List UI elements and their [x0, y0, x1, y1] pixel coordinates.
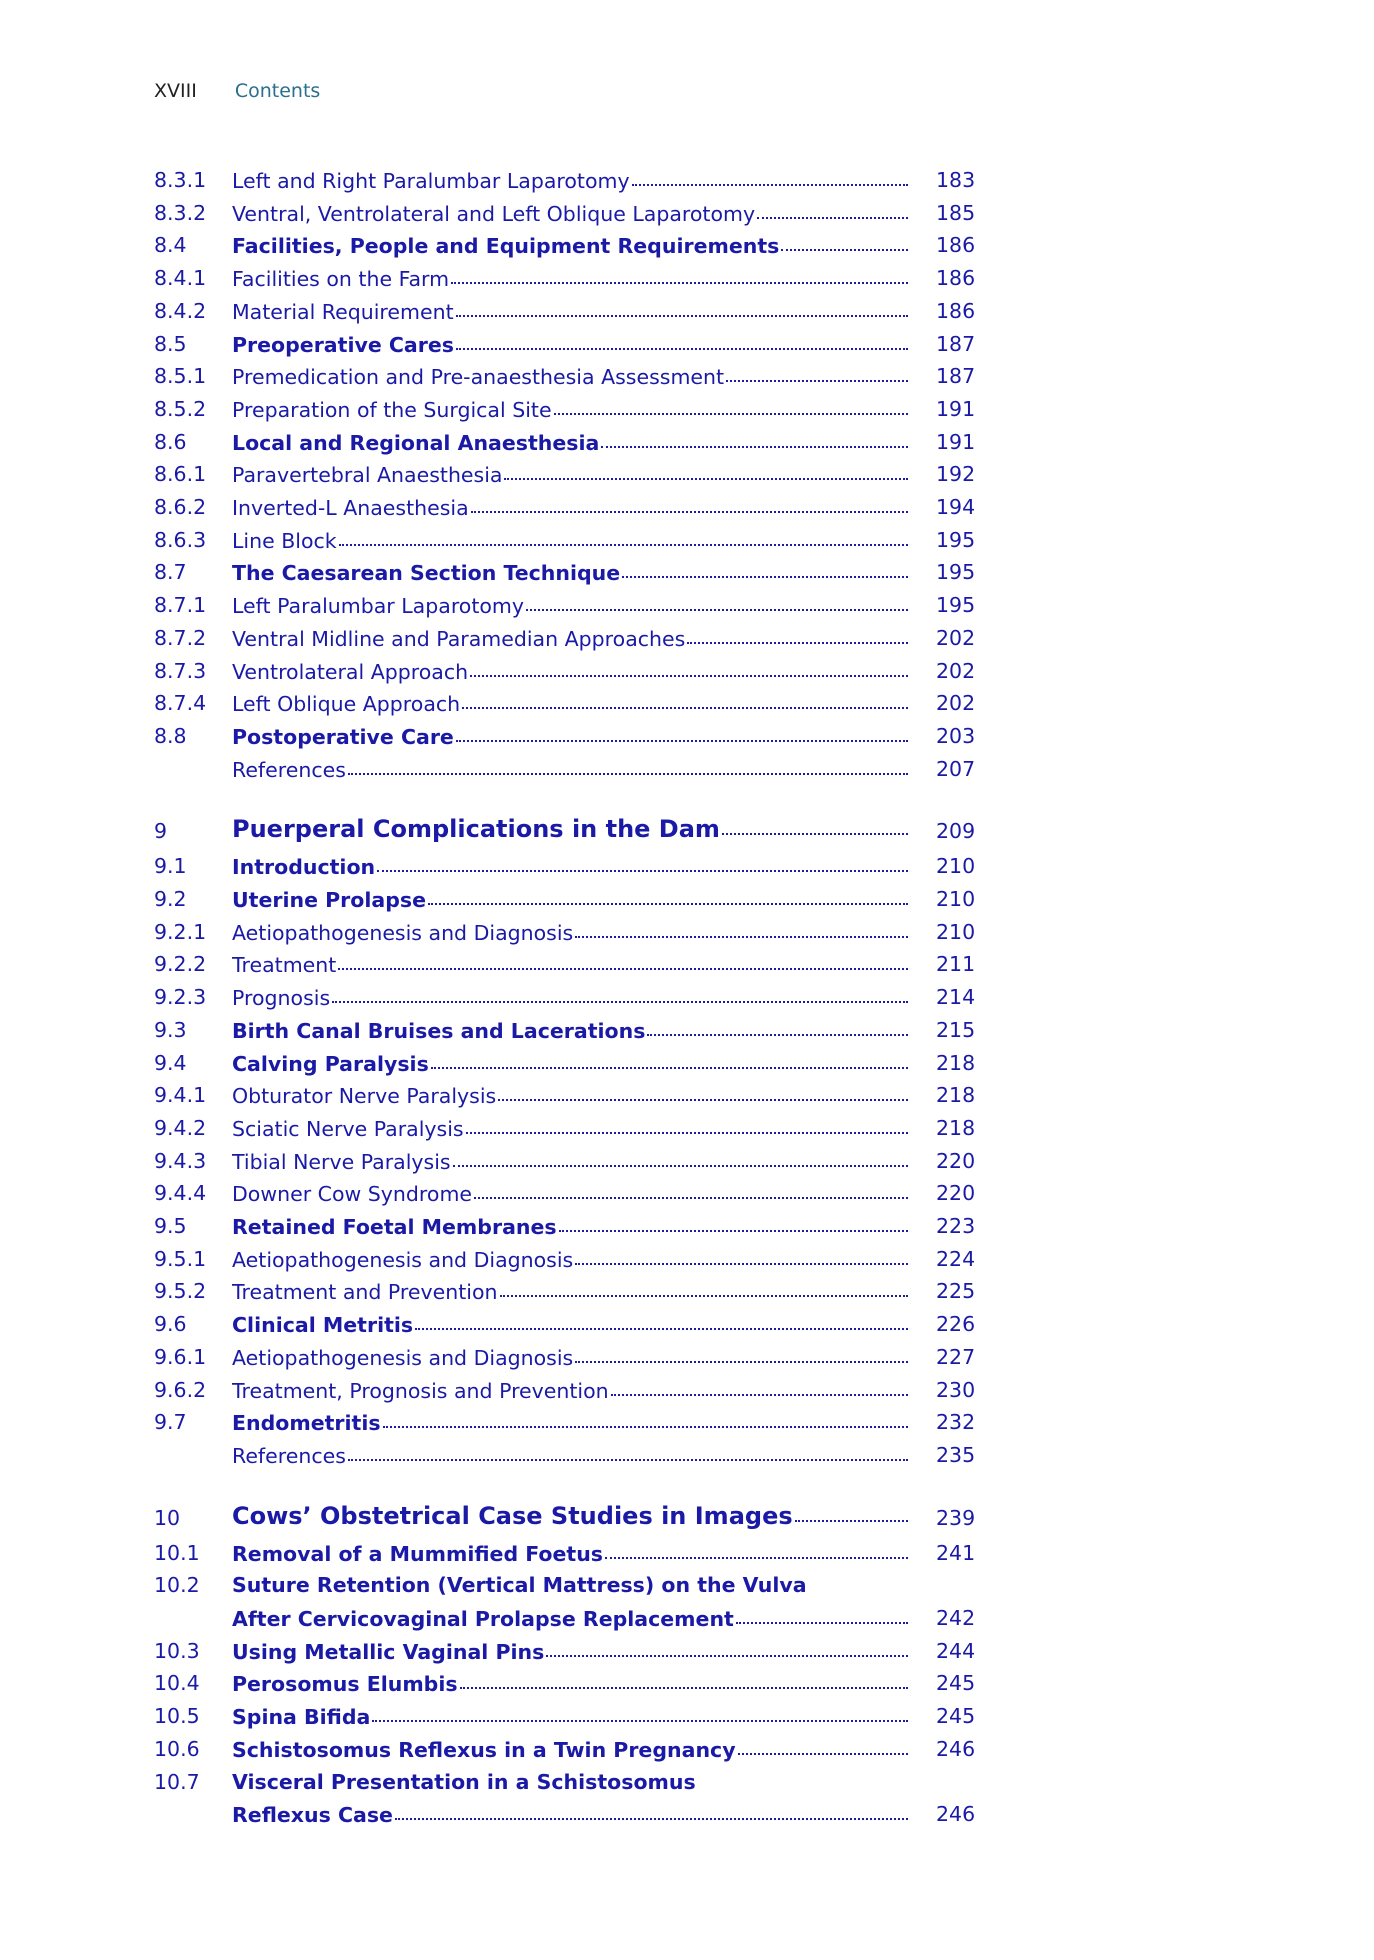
toc-entry-title: Treatment, Prognosis and Prevention [232, 1378, 609, 1403]
toc-entry-page: 220 [936, 1148, 976, 1173]
toc-entry-title-wrap [232, 1606, 908, 1631]
toc-entry[interactable] [0, 1247, 1374, 1279]
toc-entry-title-wrap [232, 1247, 908, 1272]
toc-entry-title: Premedication and Pre-anaesthesia Assessment [232, 365, 725, 390]
toc-entry-number: 8.3.2 [154, 200, 207, 225]
toc-entry[interactable] [0, 168, 1374, 200]
dot-leader [605, 1541, 908, 1559]
toc-entry-title: Aetiopathogenesis and Diagnosis [232, 920, 574, 945]
toc-entry-title-wrap [232, 1345, 908, 1370]
toc-entry-title: Local and Regional Anaesthesia [232, 430, 600, 455]
page-header [154, 80, 320, 102]
toc-entry-number: 8.4 [154, 233, 187, 258]
page-header-title: Contents [234, 80, 321, 102]
dot-leader [498, 1083, 908, 1101]
toc-entry-title: After Cervicovaginal Prolapse Replacement [232, 1607, 734, 1631]
toc-entry[interactable] [0, 430, 1374, 462]
toc-entry-page: 202 [936, 625, 976, 650]
toc-entry-title-wrap [232, 593, 908, 618]
toc-entry-title-wrap [232, 1279, 908, 1304]
dot-leader [722, 815, 908, 835]
toc-entry[interactable] [0, 266, 1374, 298]
toc-entry-page: 195 [936, 560, 976, 585]
toc-entry-page: 225 [936, 1279, 976, 1304]
dot-leader [466, 1116, 908, 1134]
toc-entry-number: 9.2.2 [154, 952, 207, 977]
dot-leader [474, 1181, 908, 1199]
dot-leader [504, 462, 908, 480]
toc-entry[interactable] [0, 1083, 1374, 1115]
toc-entry-title: Treatment and Prevention [232, 1280, 498, 1305]
toc-entry-title-wrap [232, 1802, 908, 1827]
toc-entry-page: 207 [936, 756, 976, 781]
toc-entry-title: Downer Cow Syndrome [232, 1182, 473, 1207]
dot-leader [451, 266, 908, 284]
dot-leader [500, 1279, 908, 1297]
toc-entry-title-wrap [232, 887, 908, 912]
toc-entry-title-wrap [232, 1573, 908, 1597]
toc-entry[interactable] [0, 1018, 1374, 1050]
toc-entry-page: 218 [936, 1115, 976, 1140]
toc-entry-page: 183 [936, 168, 976, 192]
toc-entry-title-wrap [232, 168, 908, 193]
page-number: XVIII [154, 80, 197, 102]
toc-entry-number: 8.6 [154, 429, 187, 454]
toc-entry-number: 9.6.1 [154, 1344, 207, 1369]
dot-leader [470, 659, 908, 677]
toc-entry-title: Inverted-L Anaesthesia [232, 496, 469, 520]
toc-entry-page: 226 [936, 1312, 976, 1337]
toc-entry-page: 194 [936, 495, 976, 519]
toc-entry-number: 8.5.1 [154, 364, 207, 389]
toc-chapter[interactable] [0, 815, 1374, 847]
toc-entry[interactable] [0, 1279, 1374, 1311]
toc-entry-title-wrap [232, 1051, 908, 1076]
toc-entry-page: 187 [936, 331, 976, 356]
toc-entry-page: 232 [936, 1410, 976, 1435]
toc-entry-title-wrap [232, 1541, 908, 1566]
toc-entry-number: 9.1 [154, 854, 187, 879]
toc-entry[interactable] [0, 1704, 1374, 1736]
toc-entry-page: 187 [936, 364, 976, 389]
toc-entry-title: Puerperal Complications in the Dam [232, 815, 720, 844]
toc-entry-title: The Caesarean Section Technique [232, 561, 621, 586]
toc-entry-title-wrap [232, 952, 908, 977]
dot-leader [687, 626, 908, 644]
toc-entry-number: 9.4.2 [154, 1115, 207, 1140]
toc-entry[interactable] [0, 626, 1374, 658]
dot-leader [377, 854, 908, 872]
toc-entry-number: 9.5 [154, 1214, 187, 1238]
dot-leader [526, 593, 908, 611]
toc-entry[interactable] [0, 854, 1374, 886]
dot-leader [795, 1502, 908, 1522]
toc-entry-title: Retained Foetal Membranes [232, 1215, 557, 1239]
toc-entry-title-wrap [232, 1214, 908, 1239]
dot-leader [372, 1704, 908, 1722]
dot-leader [348, 1443, 908, 1461]
toc-entry-title: Left Oblique Approach [232, 692, 461, 717]
toc-entry-title: Reflexus Case [232, 1803, 393, 1828]
toc-entry-title: Introduction [232, 855, 376, 880]
toc-entry-title: Aetiopathogenesis and Diagnosis [232, 1247, 574, 1272]
toc-entry[interactable] [0, 1312, 1374, 1344]
toc-entry-title: References [232, 757, 346, 782]
toc-entry-page: 245 [936, 1704, 976, 1729]
toc-entry[interactable] [0, 462, 1374, 494]
toc-entry-page: 209 [936, 819, 976, 844]
toc-entry-title-wrap [232, 854, 908, 879]
toc-entry-title-wrap [232, 1770, 908, 1794]
dot-leader [554, 397, 908, 415]
toc-chapter[interactable] [0, 1502, 1374, 1534]
toc-entry-number: 10.3 [154, 1638, 200, 1663]
toc-entry-title-wrap [232, 397, 908, 422]
toc-entry-page: 211 [936, 952, 976, 977]
toc-entry-page: 191 [936, 429, 976, 454]
toc-entry[interactable] [0, 691, 1374, 723]
toc-entry-page: 202 [936, 691, 976, 716]
toc-entry-title-wrap [232, 1181, 908, 1206]
toc-entry-title-wrap [232, 1149, 908, 1174]
toc-entry-title: Ventral, Ventrolateral and Left Oblique Laparotomy [232, 201, 756, 226]
toc-entry[interactable] [0, 1345, 1374, 1377]
toc-entry-title: Suture Retention (Vertical Mattress) on the Vulva [232, 1573, 807, 1598]
toc-entry-page: 242 [936, 1606, 976, 1630]
toc-entry-title: Using Metallic Vaginal Pins [232, 1639, 545, 1664]
toc-entry-number: 8.3.1 [154, 168, 207, 192]
toc-entry[interactable] [0, 1770, 1374, 1802]
dot-leader [726, 364, 908, 382]
toc-entry-title-wrap [232, 626, 908, 651]
toc-entry-page: 227 [936, 1344, 976, 1369]
toc-entry-number: 8.5 [154, 331, 187, 356]
toc-entry-title: Endometritis [232, 1411, 381, 1436]
toc-entry-title: Ventral Midline and Paramedian Approaches [232, 626, 686, 651]
toc-entry-title: Postoperative Care [232, 724, 454, 749]
toc-entry[interactable] [0, 952, 1374, 984]
dot-leader [781, 233, 908, 251]
toc-entry-number: 9.5.2 [154, 1279, 207, 1304]
toc-entry[interactable] [0, 1410, 1374, 1442]
toc-entry-number: 9.7 [154, 1410, 187, 1435]
toc-entry-title: Material Requirement [232, 299, 454, 324]
toc-entry-title-wrap [232, 364, 908, 389]
toc-entry-title-wrap [232, 1737, 908, 1762]
toc-entry-title: Obturator Nerve Paralysis [232, 1084, 497, 1109]
toc-entry-page: 214 [936, 985, 976, 1010]
toc-entry-title: Spina Bifida [232, 1705, 371, 1730]
dot-leader [456, 299, 908, 317]
toc-entry-number: 9.4.3 [154, 1148, 207, 1173]
toc-entry-number: 9.2.1 [154, 919, 207, 944]
dot-leader [339, 528, 908, 546]
toc-entry-title: Removal of a Mummified Foetus [232, 1541, 604, 1566]
toc-entry[interactable] [0, 985, 1374, 1017]
toc-entry-number: 8.4.2 [154, 298, 207, 323]
toc-entry-title-wrap [232, 985, 908, 1010]
toc-entry-title: Tibial Nerve Paralysis [232, 1149, 451, 1174]
toc-entry-title: Visceral Presentation in a Schistosomus [232, 1769, 696, 1794]
dot-leader [460, 1671, 908, 1689]
toc-entry-page: 186 [936, 233, 976, 258]
dot-leader [575, 1345, 908, 1363]
toc-entry[interactable] [0, 1606, 1374, 1638]
toc-entry-title-wrap [232, 560, 908, 585]
toc-entry-title-wrap [232, 724, 908, 749]
toc-entry-title-wrap [232, 332, 908, 357]
toc-entry[interactable] [0, 887, 1374, 919]
toc-entry-page: 244 [936, 1638, 976, 1663]
toc-entry-page: 246 [936, 1736, 976, 1761]
toc-entry-number: 8.4.1 [154, 266, 207, 291]
toc-entry-title: Preoperative Cares [232, 332, 454, 357]
toc-entry-title-wrap [232, 920, 908, 945]
toc-entry-title: References [232, 1443, 346, 1468]
toc-entry-page: 239 [936, 1505, 976, 1530]
toc-entry-title: Line Block [232, 528, 337, 553]
toc-entry-title-wrap [232, 1443, 908, 1468]
toc-entry-title: Clinical Metritis [232, 1313, 414, 1338]
toc-entry[interactable] [0, 364, 1374, 396]
toc-entry-page: 192 [936, 462, 976, 487]
toc-entry-title-wrap [232, 1410, 908, 1435]
toc-entry-title-wrap [232, 757, 908, 782]
toc-entry-page: 210 [936, 887, 976, 911]
toc-entry-page: 195 [936, 527, 976, 552]
toc-entry-title: Paravertebral Anaesthesia [232, 463, 503, 488]
toc-entry-page: 210 [936, 854, 976, 879]
toc-entry[interactable] [0, 1443, 1374, 1475]
toc-entry-page: 186 [936, 298, 976, 323]
toc-entry-number: 8.6.2 [154, 495, 207, 519]
toc-entry-number: 10.4 [154, 1671, 200, 1696]
toc-entry-number: 10.1 [154, 1540, 200, 1565]
toc-entry-title: Left Paralumbar Laparotomy [232, 594, 525, 619]
toc-entry[interactable] [0, 593, 1374, 625]
toc-entry-page: 235 [936, 1442, 976, 1467]
toc-entry-number: 9.4.1 [154, 1083, 207, 1108]
toc-entry-page: 185 [936, 200, 976, 225]
toc-entry-page: 220 [936, 1181, 976, 1206]
toc-entry-title-wrap [232, 1312, 908, 1337]
toc-entry[interactable] [0, 1116, 1374, 1148]
toc-entry[interactable] [0, 560, 1374, 592]
dot-leader [611, 1378, 908, 1396]
toc-entry-page: 224 [936, 1246, 976, 1271]
toc-entry[interactable] [0, 299, 1374, 331]
dot-leader [453, 1149, 908, 1167]
toc-entry-number: 8.5.2 [154, 396, 207, 421]
toc-entry-title-wrap [232, 528, 908, 553]
toc-entry-number: 8.7 [154, 560, 187, 585]
toc-entry-page: 215 [936, 1017, 976, 1042]
dot-leader [632, 168, 908, 186]
dot-leader [332, 985, 908, 1003]
toc-entry-title-wrap [232, 659, 908, 684]
toc-entry-number: 9.3 [154, 1017, 187, 1042]
dot-leader [622, 560, 908, 578]
toc-entry-number: 8.7.4 [154, 691, 207, 716]
toc-entry-page: 186 [936, 266, 976, 291]
toc-entry-title: Cows’ Obstetrical Case Studies in Images [232, 1501, 793, 1530]
toc-entry-number: 9.4 [154, 1050, 187, 1075]
toc-entry-number: 9.4.4 [154, 1181, 207, 1206]
toc-entry-number: 10.6 [154, 1736, 200, 1761]
toc-entry[interactable] [0, 1214, 1374, 1246]
toc-entry-title: Facilities, People and Equipment Requirements [232, 234, 780, 259]
dot-leader [757, 201, 908, 219]
toc-entry[interactable] [0, 1639, 1374, 1671]
toc-entry-number: 10.7 [154, 1769, 200, 1794]
toc-entry-title: Perosomus Elumbis [232, 1672, 458, 1697]
dot-leader [348, 757, 908, 775]
toc-entry-title-wrap [232, 1116, 908, 1141]
toc-entry-number: 8.7.3 [154, 658, 207, 683]
toc-entry-title: Ventrolateral Approach [232, 659, 469, 684]
toc-entry-number: 10.2 [154, 1573, 200, 1598]
toc-entry-number: 9.6.2 [154, 1377, 207, 1402]
dot-leader [601, 430, 908, 448]
toc-entry-page: 203 [936, 723, 976, 748]
toc-entry[interactable] [0, 1541, 1374, 1573]
toc-entry-number: 9.5.1 [154, 1246, 207, 1271]
toc-entry-title: Treatment [232, 953, 337, 978]
dot-leader [736, 1606, 908, 1624]
toc-entry[interactable] [0, 1802, 1374, 1834]
toc-entry-title-wrap [232, 201, 908, 226]
toc-entry[interactable] [0, 757, 1374, 789]
toc-entry-title-wrap [232, 233, 908, 258]
toc-entry-title-wrap [232, 266, 908, 291]
toc-entry[interactable] [0, 1573, 1374, 1605]
dot-leader [575, 920, 908, 938]
toc-entry-page: 202 [936, 658, 976, 683]
dot-leader [383, 1410, 908, 1428]
dot-leader [471, 495, 908, 513]
toc-entry-page: 191 [936, 396, 976, 421]
toc-entry-page: 195 [936, 593, 976, 618]
dot-leader [456, 724, 908, 742]
toc-entry[interactable] [0, 233, 1374, 265]
toc-entry-page: 218 [936, 1083, 976, 1108]
toc-entry-title: Birth Canal Bruises and Lacerations [232, 1018, 646, 1043]
toc-entry-page: 230 [936, 1377, 976, 1402]
toc-entry-number: 9.2 [154, 887, 187, 911]
toc-entry-title: Aetiopathogenesis and Diagnosis [232, 1345, 574, 1370]
toc-entry[interactable] [0, 1671, 1374, 1703]
dot-leader [338, 952, 908, 970]
dot-leader [575, 1247, 908, 1265]
toc-entry-title-wrap [232, 691, 908, 716]
toc-entry-number: 8.8 [154, 723, 187, 748]
toc-entry-title: Uterine Prolapse [232, 888, 426, 912]
dot-leader [456, 332, 908, 350]
dot-leader [462, 691, 908, 709]
toc-entry-number: 9.6 [154, 1312, 187, 1337]
toc-entry-title-wrap [232, 462, 908, 487]
toc-entry-title-wrap [232, 1671, 908, 1696]
toc-entry[interactable] [0, 920, 1374, 952]
toc-entry-title: Left and Right Paralumbar Laparotomy [232, 169, 630, 193]
toc-entry-title-wrap [232, 1639, 908, 1664]
toc-entry[interactable] [0, 397, 1374, 429]
toc-entry-number: 8.7.2 [154, 625, 207, 650]
toc-entry[interactable] [0, 724, 1374, 756]
toc-entry[interactable] [0, 1181, 1374, 1213]
toc-entry-number: 9.2.3 [154, 985, 207, 1010]
dot-leader [428, 887, 908, 905]
toc-entry[interactable] [0, 1149, 1374, 1181]
dot-leader [395, 1802, 908, 1820]
toc-entry[interactable] [0, 1378, 1374, 1410]
toc-entry[interactable] [0, 659, 1374, 691]
toc-entry-title: Schistosomus Reflexus in a Twin Pregnancy [232, 1737, 736, 1762]
toc-entry[interactable] [0, 1051, 1374, 1083]
toc-entry-title-wrap [232, 815, 908, 843]
dot-leader [431, 1051, 908, 1069]
toc-entry-title-wrap [232, 299, 908, 324]
toc-entry-number: 8.6.3 [154, 527, 207, 552]
toc-entry-title-wrap [232, 495, 908, 520]
dot-leader [415, 1312, 908, 1330]
toc-entry-number: 8.7.1 [154, 593, 207, 618]
toc-entry[interactable] [0, 332, 1374, 364]
toc-entry-title: Facilities on the Farm [232, 267, 450, 292]
toc-entry-page: 223 [936, 1214, 976, 1238]
toc-entry-title: Calving Paralysis [232, 1051, 429, 1076]
toc-entry-title-wrap [232, 1018, 908, 1043]
toc-entry-title-wrap [232, 1378, 908, 1403]
toc-entry[interactable] [0, 495, 1374, 527]
toc-entry[interactable] [0, 528, 1374, 560]
toc-entry-title-wrap [232, 1502, 908, 1530]
dot-leader [559, 1214, 908, 1232]
toc-entry-page: 246 [936, 1802, 976, 1827]
toc-entry-number: 9 [154, 819, 168, 844]
toc-entry[interactable] [0, 201, 1374, 233]
toc-entry[interactable] [0, 1737, 1374, 1769]
toc-entry-page: 210 [936, 919, 976, 944]
toc-entry-number: 10.5 [154, 1704, 200, 1729]
toc-entry-title-wrap [232, 1704, 908, 1729]
dot-leader [546, 1639, 908, 1657]
toc-entry-title: Prognosis [232, 986, 331, 1011]
toc-entry-title: Sciatic Nerve Paralysis [232, 1116, 464, 1141]
toc-entry-page: 245 [936, 1671, 976, 1696]
toc-entry-number: 8.6.1 [154, 462, 207, 487]
dot-leader [738, 1737, 908, 1755]
toc-entry-title-wrap [232, 430, 908, 455]
toc-entry-page: 218 [936, 1050, 976, 1075]
toc-entry-title-wrap [232, 1083, 908, 1108]
toc-entry-number: 10 [154, 1505, 181, 1530]
dot-leader [647, 1018, 908, 1036]
toc-entry-page: 241 [936, 1540, 976, 1565]
toc-entry-title: Preparation of the Surgical Site [232, 397, 552, 422]
